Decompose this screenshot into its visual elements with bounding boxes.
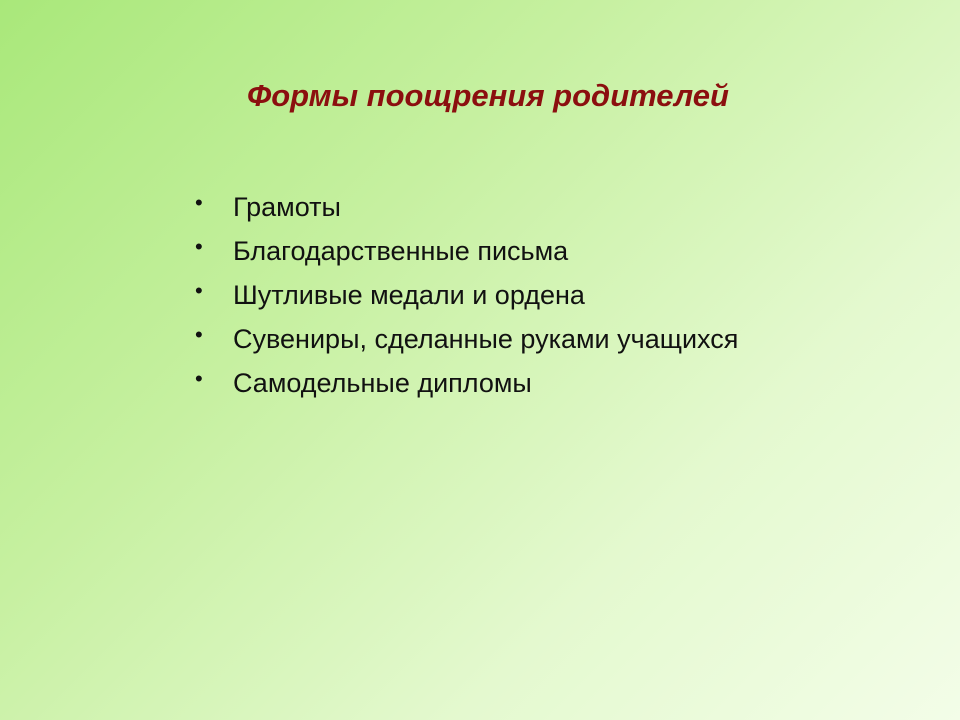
list-item [195, 364, 755, 402]
list-item [195, 232, 755, 270]
list-item [195, 276, 755, 314]
bullet-icon: • [195, 366, 203, 391]
bullet-icon: • [195, 234, 203, 259]
list-item-text: Самодельные дипломы [233, 368, 532, 398]
list-item-text: Шутливые медали и ордена [233, 280, 585, 310]
list-item [195, 188, 755, 226]
list-item-text: Сувениры, сделанные руками учащихся [233, 324, 739, 354]
bullet-icon: • [195, 278, 203, 303]
bullet-icon: • [195, 322, 203, 347]
list-item [195, 320, 755, 358]
slide-title: Формы поощрения родителей [247, 78, 729, 113]
list-item-text: Грамоты [233, 192, 341, 222]
bullet-icon: • [195, 190, 203, 215]
bullet-list [195, 188, 755, 408]
list-item-text: Благодарственные письма [233, 236, 569, 266]
